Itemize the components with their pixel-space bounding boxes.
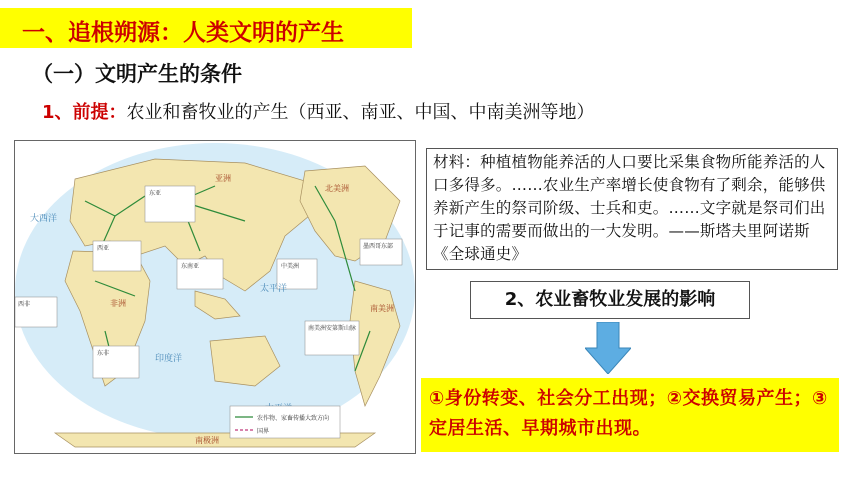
premise-text: 农业和畜牧业的产生（西亚、南亚、中国、中南美洲等地） [126, 102, 595, 123]
section-heading: （一）文明产生的条件 [32, 62, 242, 86]
continent-label-south-america: 南美洲 [370, 304, 394, 313]
continent-label-asia: 亚洲 [215, 174, 231, 183]
material-box [426, 148, 838, 270]
world-agriculture-map [14, 140, 416, 454]
slide-title: 一、追根朔源：人类文明的产生 [22, 20, 344, 46]
continent-label-africa: 非洲 [110, 299, 126, 308]
region-east-mexico-label: 墨西哥东部 [363, 243, 394, 250]
answer-box [421, 378, 839, 452]
legend-border-label: 国界 [257, 428, 270, 435]
region-central-america-label: 中美洲 [281, 263, 300, 270]
region-west-africa-label: 西非 [18, 301, 31, 308]
premise-label: 1、前提： [42, 102, 127, 123]
ocean-label-pacific-2: 太平洋 [260, 284, 288, 294]
title-banner [0, 8, 412, 48]
region-east-asia-label: 东亚 [149, 190, 162, 197]
premise-line [42, 98, 595, 124]
impact-heading: 2、农业畜牧业发展的影响 [470, 281, 750, 319]
down-arrow-icon [585, 322, 631, 374]
region-west-asia-label: 西亚 [97, 245, 110, 252]
legend-spread-label: 农作物、家畜传播大致方向 [257, 415, 330, 422]
region-andes-label: 南美洲安第斯山脉 [308, 325, 357, 332]
region-southeast-asia-label: 东南亚 [181, 263, 200, 270]
continent-label-north-america: 北美洲 [325, 184, 349, 193]
map-svg [15, 141, 415, 453]
map-legend [230, 406, 340, 438]
answer-text: ①身份转变、社会分工出现；②交换贸易产生；③定居生活、早期城市出现。 [429, 388, 828, 439]
region-east-africa-label: 东非 [97, 350, 110, 357]
ocean-label-atlantic: 大西洋 [30, 214, 58, 224]
continent-label-antarctica: 南极洲 [195, 436, 219, 445]
material-text: 材料：种植植物能养活的人口要比采集食物所能养活的人口多得多。……农业生产率增长使食物有了剩余，能够供养新产生的祭司阶级、士兵和吏。……文字就是祭司们出于记事的需要而做出的一大发明。——斯塔夫里阿诺斯《全球通史》 [433, 153, 826, 263]
ocean-label-indian: 印度洋 [155, 354, 183, 364]
